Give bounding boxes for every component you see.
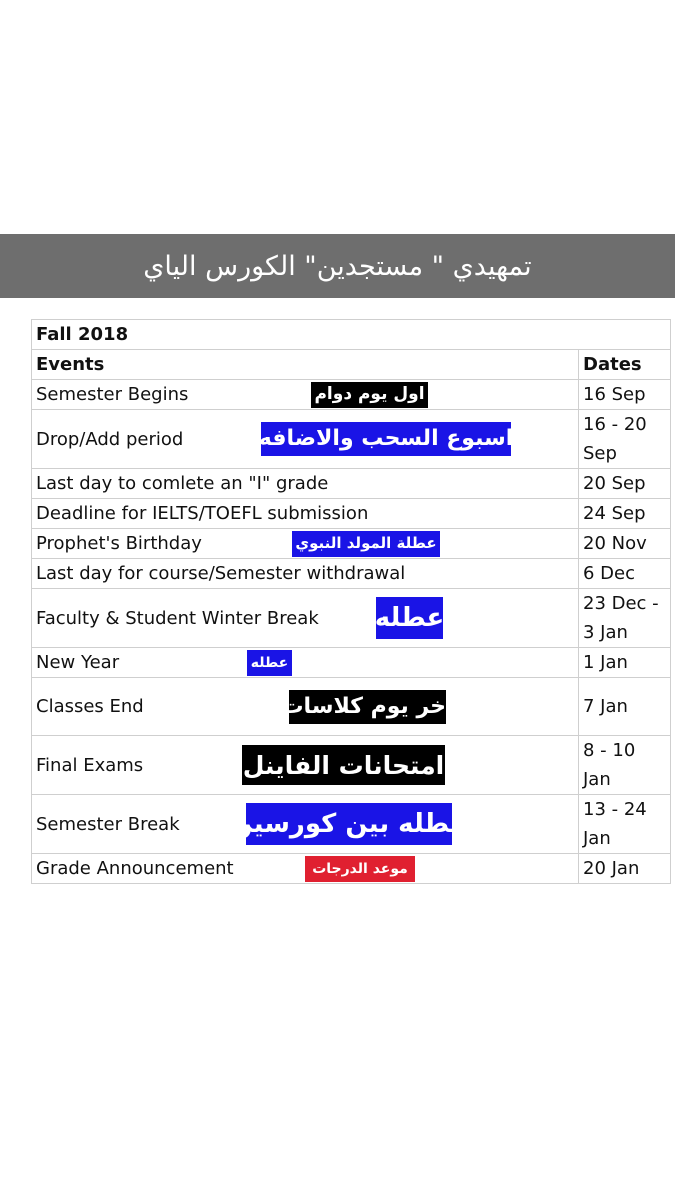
banner-title: تمهيدي " مستجدين" الكورس الياي: [143, 250, 532, 282]
academic-calendar-table: [31, 319, 671, 884]
events-header: Events: [32, 350, 579, 380]
event-cell: [32, 380, 579, 410]
event-name: Last day to comlete an "I" grade: [36, 473, 329, 494]
date-cell: 16 - 20 Sep: [579, 410, 671, 469]
event-name: Semester Begins: [36, 384, 189, 405]
event-name: Final Exams: [36, 754, 144, 776]
arabic-tag: عطله: [247, 650, 292, 676]
title-banner: [0, 234, 675, 298]
arabic-tag: اخر يوم كلاسات: [289, 690, 446, 724]
event-name: Classes End: [36, 696, 144, 717]
event-cell: [32, 736, 579, 795]
table-row: [32, 736, 671, 795]
event-name: New Year: [36, 652, 120, 673]
date-cell: 20 Sep: [579, 469, 671, 499]
table-row: [32, 589, 671, 648]
table-row: [32, 854, 671, 884]
event-cell: [32, 469, 579, 499]
arabic-tag: اسبوع السحب والاضافه: [261, 422, 511, 456]
header-row: [32, 350, 671, 380]
table-row: [32, 678, 671, 736]
arabic-tag: عطله بين كورسين: [246, 803, 452, 845]
date-cell: 20 Nov: [579, 529, 671, 559]
arabic-tag: عطلة المولد النبوي: [292, 531, 440, 557]
table-row: [32, 380, 671, 410]
event-name: Prophet's Birthday: [36, 533, 202, 554]
term-row: [32, 320, 671, 350]
event-name: Drop/Add period: [36, 428, 184, 450]
event-cell: [32, 648, 579, 678]
table-row: [32, 410, 671, 469]
event-cell: [32, 559, 579, 589]
table-row: [32, 499, 671, 529]
arabic-tag: اول يوم دوام: [311, 382, 428, 408]
event-cell: [32, 499, 579, 529]
date-cell: 16 Sep: [579, 380, 671, 410]
event-cell: [32, 854, 579, 884]
date-cell: 23 Dec - 3 Jan: [579, 589, 671, 648]
event-cell: [32, 589, 579, 648]
table-row: [32, 529, 671, 559]
table-row: [32, 559, 671, 589]
dates-header: Dates: [579, 350, 671, 380]
event-cell: [32, 410, 579, 469]
date-cell: 20 Jan: [579, 854, 671, 884]
arabic-tag: عطله: [376, 597, 443, 639]
event-name: Faculty & Student Winter Break: [36, 607, 319, 629]
arabic-tag: موعد الدرجات: [305, 856, 415, 882]
event-name: Last day for course/Semester withdrawal: [36, 563, 406, 584]
table-row: [32, 469, 671, 499]
event-cell: [32, 678, 579, 736]
event-cell: [32, 795, 579, 854]
event-name: Semester Break: [36, 813, 180, 835]
event-name: Deadline for IELTS/TOEFL submission: [36, 503, 369, 524]
date-cell: 8 - 10 Jan: [579, 736, 671, 795]
table-row: [32, 648, 671, 678]
date-cell: 1 Jan: [579, 648, 671, 678]
event-cell: [32, 529, 579, 559]
term-label: Fall 2018: [32, 320, 671, 350]
arabic-tag: امتحانات الفاينل: [242, 745, 445, 785]
event-name: Grade Announcement: [36, 858, 234, 879]
date-cell: 24 Sep: [579, 499, 671, 529]
date-cell: 13 - 24 Jan: [579, 795, 671, 854]
date-cell: 7 Jan: [579, 678, 671, 736]
table-row: [32, 795, 671, 854]
date-cell: 6 Dec: [579, 559, 671, 589]
